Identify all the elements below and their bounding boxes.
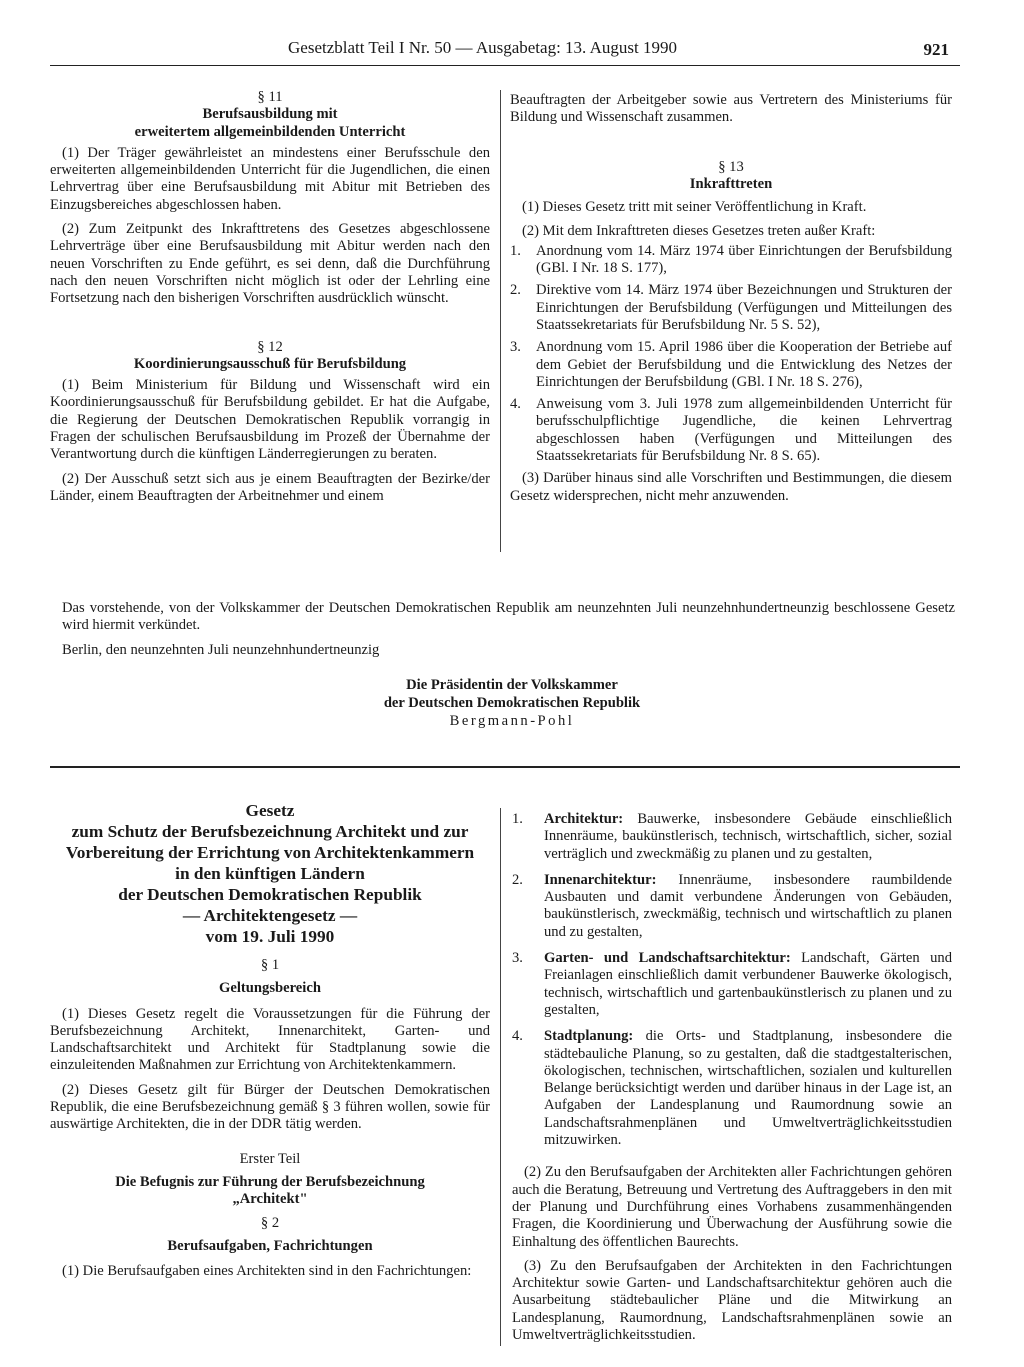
signature-block <box>262 676 762 730</box>
page-header <box>50 38 975 64</box>
section-2-title: Berufsaufgaben, Fachrichtungen <box>167 1237 373 1254</box>
column-divider-lower <box>500 808 501 1346</box>
section-1-number: § 1 <box>260 957 280 973</box>
section-11-title-line-2: erweitertem allgemeinbildenden Unterricht <box>134 123 406 140</box>
list-item: 3. Anordnung vom 15. April 1986 über die Kooperation der Betriebe auf dem Gebiet der Berufsbildung und die Entwicklung des Netzes der Einrichtungen der Berufsbildung (GBl. I Nr. 18 S. 276), <box>510 339 952 390</box>
part-1-title-line-2: „Architekt" <box>232 1191 308 1208</box>
section-12-number: § 12 <box>257 338 283 355</box>
section-1-paragraph-2: (2) Dieses Gesetz gilt für Bürger der Deutschen Demokratischen Republik, die eine Berufsbezeichnung gemäß § 3 führen wollen, sowie für auswärtige Architekten, die in der DDR tätig werden. <box>50 1081 490 1133</box>
law-title-line: zum Schutz der Berufsbezeichnung Architekt und zur <box>71 822 469 841</box>
signature-office-line-1: Die Präsidentin der Volkskammer <box>406 677 618 693</box>
signature-office-line-2: der Deutschen Demokratischen Republik <box>383 695 641 711</box>
section-11-title-line-1: Berufsausbildung mit <box>202 106 338 123</box>
section-12-title: Koordinierungsausschuß für Berufsbildung <box>133 355 407 372</box>
list-item: 2. Direktive vom 14. März 1974 über Bezeichnungen und Strukturen der Einrichtungen der Berufsbildung (Verfügungen und Mitteilungen des Staatssekretariats für Berufsbildung Nr. 5 S. 52), <box>510 282 952 333</box>
list-item: 4. Stadtplanung: die Orts- und Stadtplanung, insbesondere die städtebauliche Planung, so zu gestalten, daß die stadtgestalterischen, ökologischen, technischen, wirtschaftlichen, sozialen und kulturellen Belange berücksichtigt werden und darüber hinaus in der Lage ist, an Aufgaben der Landesplanung und Raumordnung sowie an Landschaftsrahmenplänen und Umweltverträglichkeitsstudien mitzuwirken. <box>512 1028 952 1149</box>
list-item: 1. Architektur: Bauwerke, insbesondere Gebäude einschließlich Innenräume, baukünstlerisch, technisch, wirtschaftlich, sicher, sozial verträglich und zweckmäßig zu planen und zu gestalten, <box>512 811 952 862</box>
section-1-title: Geltungsbereich <box>219 980 321 997</box>
list-item: 2. Innenarchitektur: Innenräume, insbesondere raumbildende Ausbauten und damit verbundene Änderungen von Gebäuden, baukünstlerisch, zweckmäßig, technisch und wirtschaftlich zu planen und zu gestalten, <box>512 871 952 940</box>
law-title-line: der Deutschen Demokratischen Republik <box>118 885 422 904</box>
section-separator-rule <box>50 766 960 768</box>
section-13-number: § 13 <box>718 158 744 175</box>
section-2-number: § 2 <box>260 1214 280 1231</box>
law-title-line: — Architektengesetz — <box>182 906 358 925</box>
section-2-paragraph-1: (1) Die Berufsaufgaben eines Architekten sind in den Fachrichtungen: <box>62 1263 472 1280</box>
signatory-name: Bergmann-Pohl <box>449 713 575 729</box>
section-2-paragraph-3: (3) Zu den Berufsaufgaben der Architekten in den Fachrichtungen Architektur sowie Garten- und Landschaftsarchitektur gehören auch die Ausarbeitung städtebaulicher Pläne und die Mitwirkung an Landesplanung, Raumordnung, Landschaftsrahmenplänen sowie an Umweltverträglichkeitsstudien. <box>512 1257 952 1344</box>
section-11-paragraph-1: (1) Der Träger gewährleistet an mindestens einer Berufsschule den erweiterten allgemeinbildenden Unterricht für die Jugendlichen, die einen Lehrvertrag über eine Berufsausbildung mit Abitur mit Betrieben des Einzugsbereiches abgeschlossen haben. <box>50 144 490 213</box>
list-item: 1. Anordnung vom 14. März 1974 über Einrichtungen der Berufsbildung (GBl. I Nr. 18 S. 177), <box>510 242 952 277</box>
law-title-line: Gesetz <box>245 801 295 820</box>
upper-right-column <box>510 92 952 512</box>
section-11-paragraph-2: (2) Zum Zeitpunkt des Inkrafttretens des Gesetzes abgeschlossene Lehrverträge über eine Berufsausbildung mit Abitur werden nach den neuen Vorschriften zu Ende geführt, es sei denn, daß die Durchführung nach den neuen Vorschriften nicht möglich ist oder der Lehrling eine Fortsetzung nach den bisherigen Vorschriften ausdrücklich wünscht. <box>50 221 490 307</box>
section-12-paragraph-1: (1) Beim Ministerium für Bildung und Wissenschaft wird ein Koordinierungsausschuß für Berufsbildung gebildet. Er hat die Aufgabe, die Regierung der Deutschen Demokratischen Republik vorrangig in Fragen der schulischen Berufsausbildung im Prozeß der Übernahme der Verantwortung durch die künftigen Länderregierungen zu beraten. <box>50 377 490 463</box>
promulgation-text: Das vorstehende, von der Volkskammer der Deutschen Demokratischen Republik am neunzehnten Juli neunzehnhundertneunzig beschlossene Gesetz wird hiermit verkündet. <box>62 600 955 634</box>
section-11-number: § 11 <box>257 89 283 105</box>
header-text: Gesetzblatt Teil I Nr. 50 — Ausgabetag: 13. August 1990 <box>288 38 677 57</box>
list-item: 3. Garten- und Landschaftsarchitektur: Landschaft, Gärten und Freianlagen einschließlich damit verbundener Bauwerke ökologisch, technisch, wirtschaftlich und gartenbaukünstlerisch zu planen und zu gestalten, <box>512 950 952 1018</box>
page-number: 921 <box>923 40 949 59</box>
section-13-paragraph-2: (2) Mit dem Inkrafttreten dieses Gesetzes treten außer Kraft: <box>522 223 876 240</box>
repealed-list <box>510 243 952 466</box>
list-item: 4. Anweisung vom 3. Juli 1978 zum allgemeinbildenden Unterricht für berufsschulpflichtige Jugendliche, die keinen Lehrvertrag abgeschlossen haben (Verfügungen und Mitteilungen des Staatssekretariats für Berufsbildung Nr. 8 S. 65). <box>510 396 952 465</box>
lower-right-column <box>512 811 952 1351</box>
section-1-paragraph-1: (1) Dieses Gesetz regelt die Voraussetzungen für die Führung der Berufsbezeichnung Architekt, Innenarchitekt, Garten- und Landschaftsarchitekt und Architekt für Stadtplanung sowie die einzuleitenden Maßnahmen zur Errichtung von Architektenkammern. <box>50 1005 490 1074</box>
header-rule <box>50 65 960 66</box>
upper-left-column <box>50 89 490 512</box>
law-title-line: in den künftigen Ländern <box>175 864 365 883</box>
section-2-paragraph-2: (2) Zu den Berufsaufgaben der Architekten aller Fachrichtungen gehören auch die Beratung, Betreuung und Vertretung des Auftraggebers in den mit der Planung und Durchführung eines Vorhabens zusammenhängenden Fragen, die Koordinierung und Überwachung der Ausführung sowie die Einhaltung des öffentlichen Baurechts. <box>512 1164 952 1250</box>
section-12-continuation: Beauftragten der Arbeitgeber sowie aus Vertretern des Ministeriums für Bildung und Wissenschaft zusammen. <box>510 92 952 126</box>
section-13-paragraph-1: (1) Dieses Gesetz tritt mit seiner Veröffentlichung in Kraft. <box>522 199 867 216</box>
lower-left-column <box>50 800 490 1287</box>
column-divider-upper <box>500 90 501 552</box>
part-1-title-line-1: Die Befugnis zur Führung der Berufsbezeichnung <box>115 1173 425 1190</box>
place-date: Berlin, den neunzehnten Juli neunzehnhundertneunzig <box>62 641 380 658</box>
law-title-line: Vorbereitung der Errichtung von Architektenkammern <box>65 843 475 862</box>
law-title-line: vom 19. Juli 1990 <box>205 927 335 946</box>
section-13-title: Inkrafttreten <box>689 175 773 192</box>
section-12-paragraph-2: (2) Der Ausschuß setzt sich aus je einem Beauftragten der Bezirke/der Länder, einem Beauftragten der Arbeitnehmer und einem <box>50 470 490 504</box>
part-1-label: Erster Teil <box>239 1150 301 1167</box>
section-13-paragraph-3: (3) Darüber hinaus sind alle Vorschriften und Bestimmungen, die diesem Gesetz widersprechen, nicht mehr anzuwenden. <box>510 470 952 504</box>
promulgation <box>62 600 955 666</box>
specialization-list <box>512 811 952 1149</box>
